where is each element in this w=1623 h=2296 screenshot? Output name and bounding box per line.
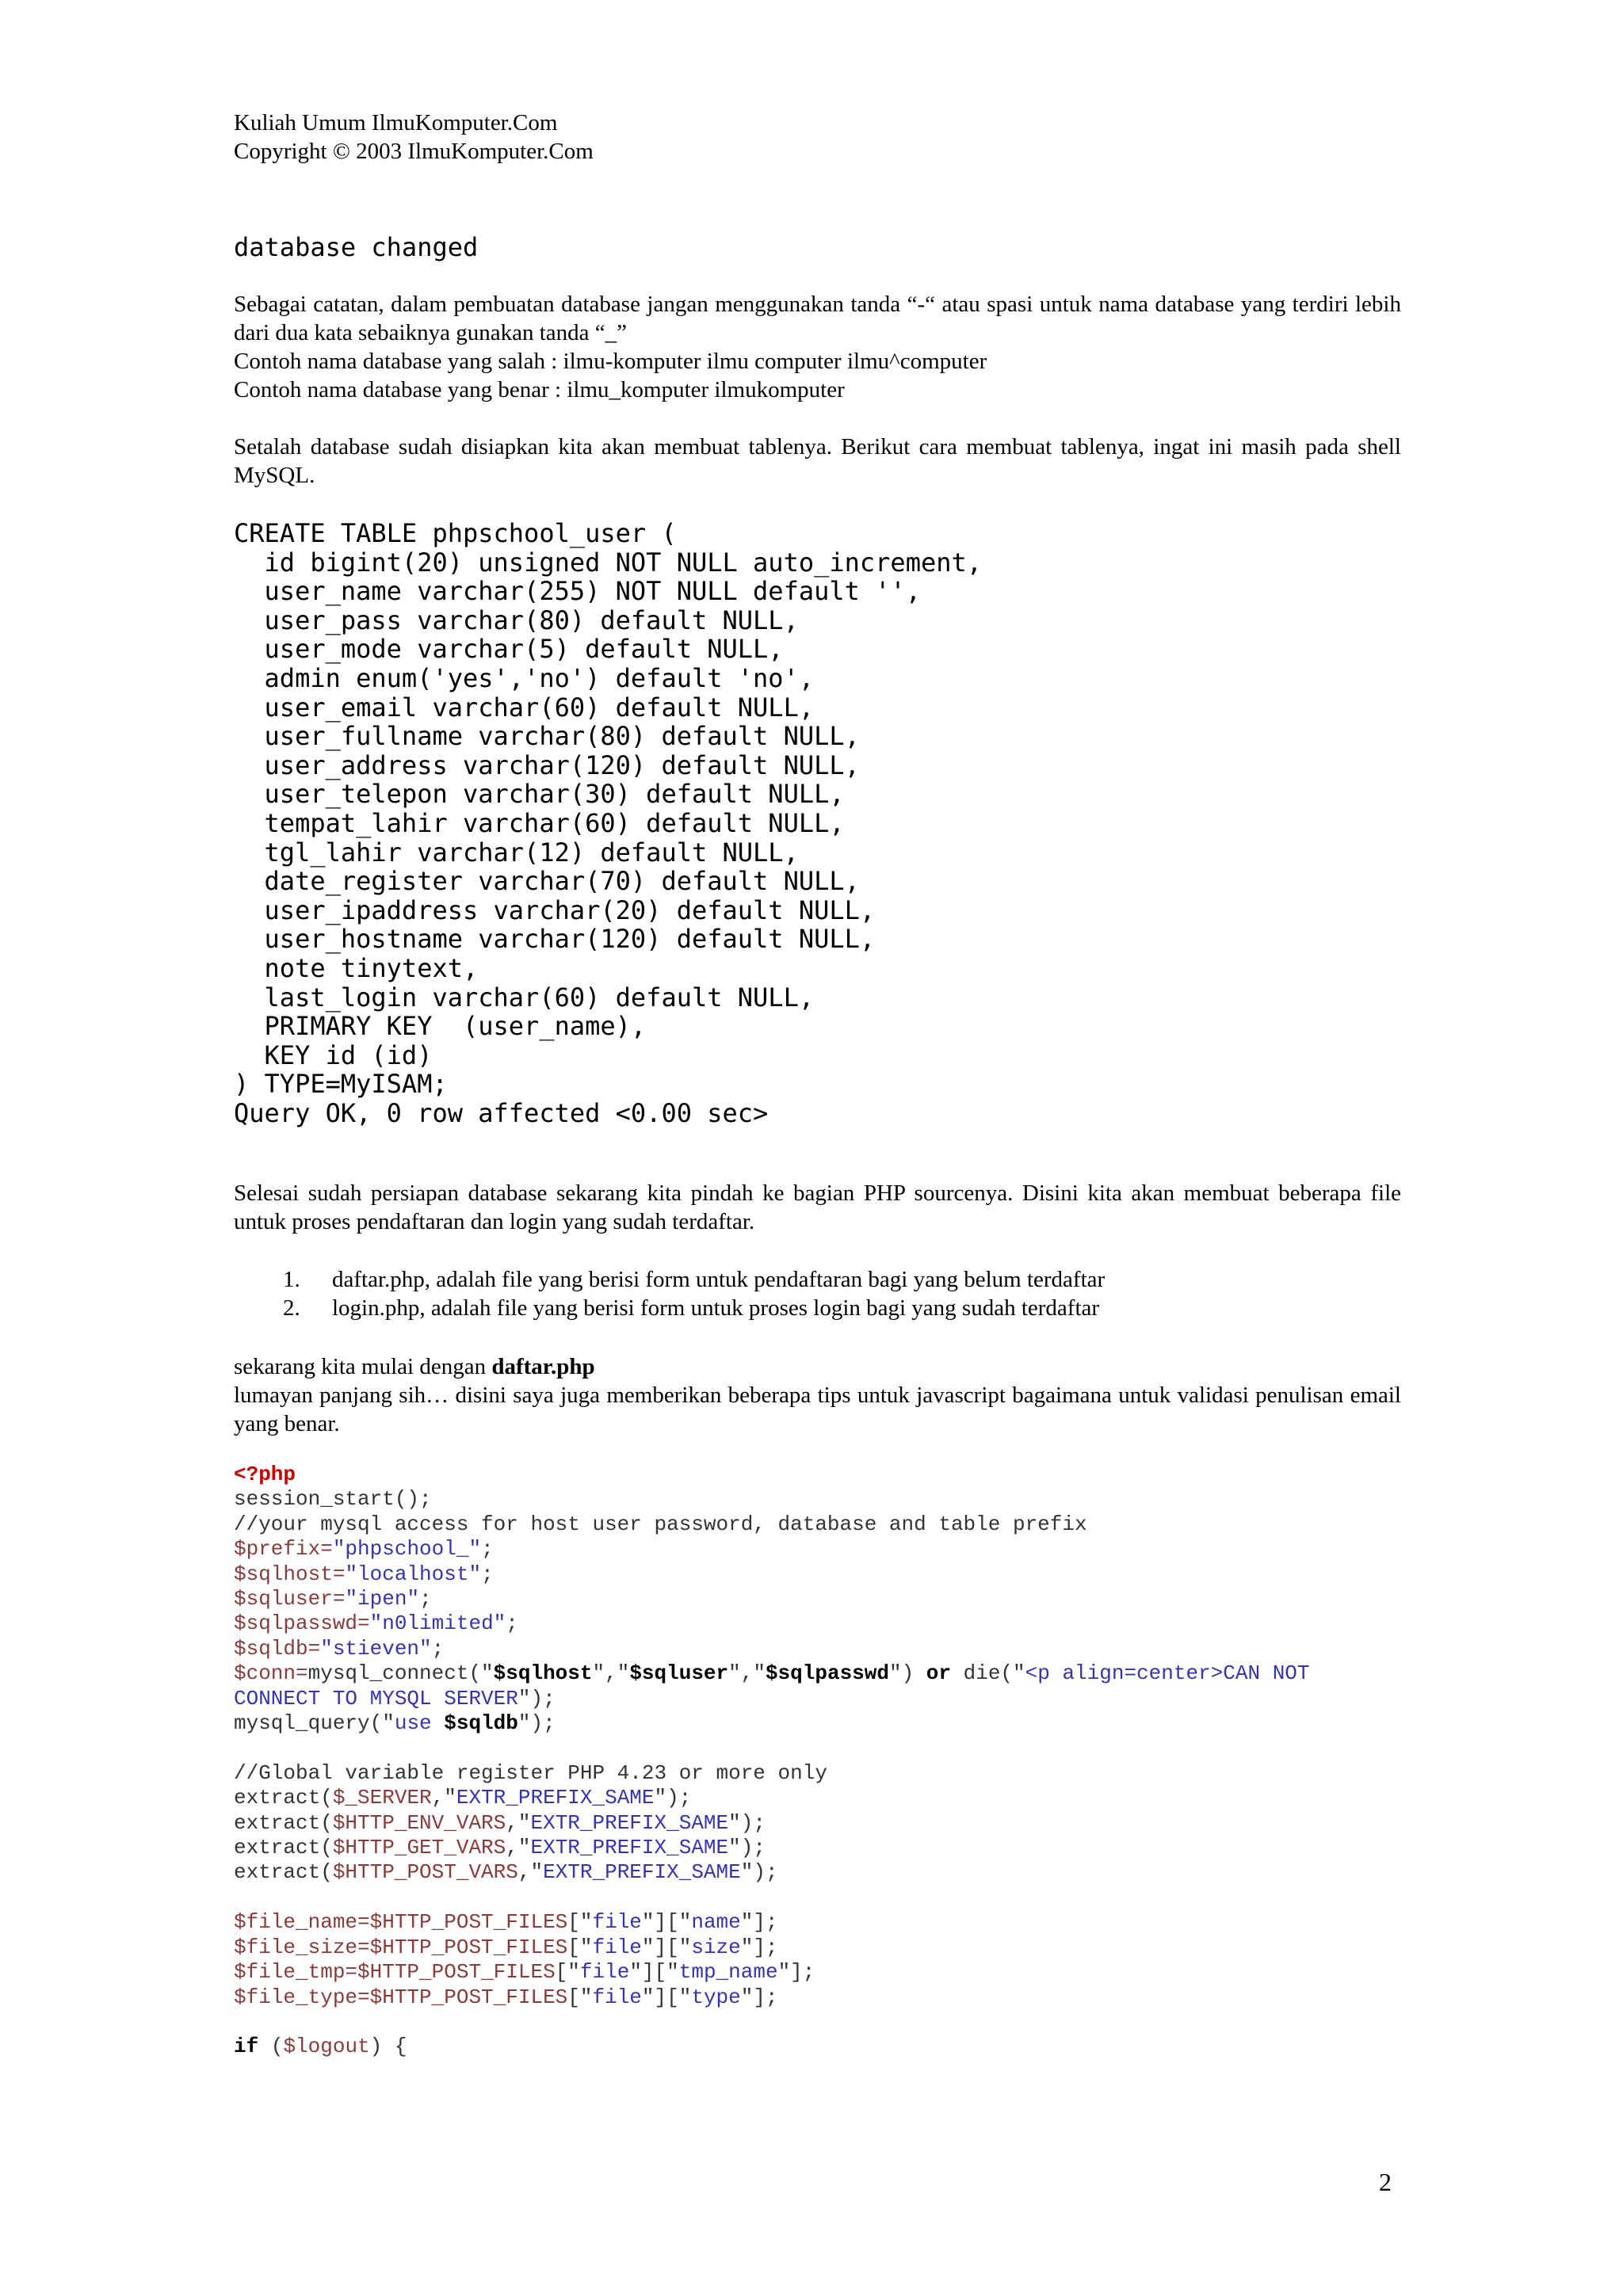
php-code-line: [234, 1811, 1310, 1836]
php-code-token: ,": [506, 1810, 531, 1835]
php-code-token: ;: [431, 1636, 445, 1661]
php-code-token: extract(: [234, 1836, 333, 1860]
php-code-token: session_start();: [234, 1487, 432, 1512]
php-code-token: mysql_query(": [234, 1711, 395, 1736]
php-code-token: (: [258, 2035, 284, 2059]
sql-line: tgl_lahir varchar(12) default NULL,: [234, 837, 799, 868]
sql-line: user_hostname varchar(120) default NULL,: [234, 924, 876, 955]
php-code-token: $sqlpasswd: [765, 1661, 889, 1686]
php-code-line: [234, 1487, 1310, 1512]
sql-line: user_telepon varchar(30) default NULL,: [234, 779, 845, 810]
php-code-token: $logout: [283, 2035, 370, 2059]
php-code-token: $sqldb: [444, 1711, 518, 1736]
sql-line: user_ipaddress varchar(20) default NULL,: [234, 894, 876, 925]
php-code-token: ,": [431, 1786, 456, 1810]
php-code-token: file: [592, 1985, 642, 2009]
php-source-code: [234, 1463, 1310, 2060]
header-line-2: Copyright © 2003 IlmuKomputer.Com: [234, 139, 594, 164]
php-code-token: $sqlhost=: [234, 1562, 346, 1586]
php-code-token: ");: [517, 1711, 556, 1736]
sql-line: user_name varchar(255) NOT NULL default '',: [234, 576, 921, 607]
php-code-token: $HTTP_POST_VARS: [332, 1860, 518, 1885]
php-code-token: "][": [641, 1985, 692, 2009]
database-changed-output: database changed: [234, 232, 479, 262]
php-code-line: [234, 2035, 1310, 2059]
php-code-token: $HTTP_ENV_VARS: [332, 1810, 506, 1835]
php-code-line: [234, 1761, 1310, 1786]
php-code-token: [": [555, 1960, 580, 1985]
sql-line: last_login varchar(60) default NULL,: [234, 982, 815, 1013]
php-code-token: "phpschool_": [332, 1537, 482, 1562]
php-code-token: file: [592, 1910, 642, 1935]
php-code-line: [234, 1786, 1310, 1810]
daftar-intro: [234, 1352, 1401, 1438]
list-item-text: daftar.php, adalah file yang berisi form untuk pendaftaran bagi yang belum terdaftar: [332, 1267, 1106, 1292]
php-code-token: ) {: [369, 2035, 407, 2059]
php-code-token: $HTTP_GET_VARS: [332, 1836, 506, 1860]
php-code-token: $file_size=$HTTP_POST_FILES: [234, 1935, 568, 1959]
php-code-token: $sqluser=: [234, 1587, 346, 1611]
start-line-text: sekarang kita mulai dengan: [234, 1354, 492, 1379]
sql-line: user_address varchar(120) default NULL,: [234, 749, 860, 780]
php-code-token: ,": [517, 1860, 544, 1885]
php-code-token: ");: [740, 1860, 778, 1885]
php-code-token: file: [592, 1935, 642, 1959]
php-code-line: [234, 1936, 1310, 1960]
list-item-number: 2.: [283, 1295, 300, 1321]
php-code-token: type: [691, 1985, 741, 2009]
php-code-token: use: [394, 1711, 445, 1736]
php-code-token: $file_tmp=$HTTP_POST_FILES: [234, 1960, 556, 1985]
php-code-line: [234, 1587, 1310, 1611]
php-code-token: extract(: [234, 1860, 333, 1885]
php-code-token: ");: [728, 1836, 766, 1860]
page-number: 2: [1379, 2168, 1392, 2196]
php-code-token: EXTR_PREFIX_SAME: [456, 1786, 655, 1810]
php-code-token: tmp_name: [678, 1960, 778, 1985]
php-code-token: if: [234, 2035, 259, 2059]
sql-line: note tinytext,: [234, 952, 479, 983]
php-code-token: $sqlpasswd=: [234, 1611, 370, 1636]
php-code-token: "n0limited": [369, 1611, 506, 1636]
php-code-token: "][": [641, 1910, 692, 1935]
php-code-token: ,": [506, 1836, 531, 1860]
php-code-token: "ipen": [345, 1587, 420, 1611]
php-code-token: CONNECT TO MYSQL SERVER: [234, 1686, 518, 1711]
php-code-token: "];: [740, 1935, 778, 1959]
sql-create-table-code: [234, 519, 982, 1127]
sql-line: user_email varchar(60) default NULL,: [234, 692, 815, 723]
php-code-line: [234, 1611, 1310, 1636]
sql-line: user_pass varchar(80) default NULL,: [234, 605, 799, 635]
php-code-token: EXTR_PREFIX_SAME: [543, 1860, 741, 1885]
php-code-line: [234, 1687, 1310, 1711]
php-code-token: ");: [654, 1786, 692, 1810]
sql-line: admin enum('yes','no') default 'no',: [234, 662, 815, 693]
php-code-line: [234, 1661, 1310, 1686]
php-code-line: [234, 1512, 1310, 1537]
php-code-token: ");: [728, 1810, 766, 1835]
php-code-token: $file_name=$HTTP_POST_FILES: [234, 1910, 568, 1935]
php-code-line: [234, 1836, 1310, 1860]
php-code-token: "): [888, 1661, 926, 1686]
php-code-token: <p align=center>CAN NOT: [1025, 1661, 1310, 1686]
php-code-line: [234, 1711, 1310, 1736]
php-code-token: $conn=: [234, 1661, 308, 1686]
php-code-token: "localhost": [345, 1562, 482, 1586]
php-code-line: [234, 1637, 1310, 1661]
right-example: Contoh nama database yang benar : ilmu_komputer ilmukomputer: [234, 377, 845, 402]
php-code-token: die(": [951, 1661, 1025, 1686]
php-code-line: [234, 1736, 1310, 1760]
page-header: [234, 109, 594, 166]
php-code-token: size: [691, 1935, 741, 1959]
list-item-number: 1.: [283, 1267, 300, 1292]
php-code-token: ;: [481, 1562, 494, 1586]
php-code-token: <?php: [234, 1463, 296, 1486]
php-code-token: name: [691, 1910, 741, 1935]
sql-line: Query OK, 0 row affected <0.00 sec>: [234, 1097, 769, 1128]
tips-paragraph: lumayan panjang sih… disini saya juga memberikan beberapa tips untuk javascript bagaimana untuk validasi penulisan email yang benar.: [234, 1383, 1401, 1436]
php-code-token: ");: [517, 1686, 556, 1711]
php-code-token: $_SERVER: [332, 1786, 432, 1810]
php-code-token: mysql_connect(": [307, 1661, 494, 1686]
php-code-token: "];: [740, 1910, 778, 1935]
php-code-token: EXTR_PREFIX_SAME: [530, 1810, 729, 1835]
php-code-token: $prefix=: [234, 1537, 333, 1562]
sql-line: user_mode varchar(5) default NULL,: [234, 634, 784, 665]
php-code-token: $file_type=$HTTP_POST_FILES: [234, 1985, 568, 2009]
sql-line: tempat_lahir varchar(60) default NULL,: [234, 807, 845, 838]
list-item-text: login.php, adalah file yang berisi form untuk proses login bagi yang sudah terdaftar: [332, 1295, 1100, 1321]
start-line: [234, 1352, 1401, 1381]
php-code-token: file: [579, 1960, 630, 1985]
sql-line: user_fullname varchar(80) default NULL,: [234, 721, 860, 752]
naming-note-paragraph: Sebagai catatan, dalam pembuatan database jangan menggunakan tanda “-“ atau spasi untuk nama database yang terdiri lebih dari dua kata sebaiknya gunakan tanda “_”: [234, 292, 1401, 345]
php-code-token: //Global variable register PHP 4.23 or more only: [234, 1760, 827, 1785]
php-code-token: extract(: [234, 1786, 333, 1810]
php-code-token: [": [567, 1910, 593, 1935]
sql-line: CREATE TABLE phpschool_user (: [234, 518, 677, 548]
sql-line: PRIMARY KEY (user_name),: [234, 1011, 647, 1042]
php-code-token: ;: [506, 1611, 518, 1636]
php-code-token: $sqluser: [629, 1661, 729, 1686]
sql-line: id bigint(20) unsigned NOT NULL auto_increment,: [234, 547, 983, 578]
table-intro-paragraph: Setalah database sudah disiapkan kita akan membuat tablenya. Berikut cara membuat tablenya, ingat ini masih pada shell MySQL.: [234, 434, 1401, 488]
naming-note: [234, 290, 1401, 404]
daftar-filename: daftar.php: [491, 1354, 595, 1379]
sql-line: ) TYPE=MyISAM;: [234, 1069, 448, 1100]
php-code-token: "][": [641, 1935, 692, 1959]
php-code-token: "];: [740, 1985, 778, 2009]
php-code-token: [": [567, 1935, 593, 1959]
php-intro-paragraph: Selesai sudah persiapan database sekarang kita pindah ke bagian PHP sourcenya. Disini kita akan membuat beberapa file untuk proses pendaftaran dan login yang sudah terdaftar.: [234, 1180, 1401, 1234]
php-code-line: [234, 1960, 1310, 1985]
php-code-token: //your mysql access for host user password, database and table prefix: [234, 1512, 1087, 1536]
php-code-token: ",": [728, 1661, 766, 1686]
php-code-token: or: [926, 1661, 952, 1686]
php-code-token: ;: [419, 1587, 432, 1611]
sql-line: date_register varchar(70) default NULL,: [234, 866, 860, 897]
php-code-line: [234, 1985, 1310, 2010]
header-line-1: Kuliah Umum IlmuKomputer.Com: [234, 110, 558, 135]
php-code-token: ;: [481, 1537, 494, 1562]
php-code-token: ",": [592, 1661, 630, 1686]
php-code-token: [": [567, 1985, 593, 2009]
wrong-example: Contoh nama database yang salah : ilmu-komputer ilmu computer ilmu^computer: [234, 349, 987, 374]
php-code-line: [234, 1562, 1310, 1587]
sql-line: KEY id (id): [234, 1039, 433, 1070]
php-code-line: [234, 1910, 1310, 1935]
php-code-token: $sqldb=: [234, 1636, 321, 1661]
php-code-line: [234, 1463, 1310, 1487]
php-code-token: $sqlhost: [493, 1661, 593, 1686]
php-code-token: extract(: [234, 1810, 333, 1835]
php-code-line: [234, 1537, 1310, 1562]
php-code-token: "];: [777, 1960, 815, 1985]
php-code-token: "][": [629, 1960, 679, 1985]
php-code-line: [234, 1886, 1310, 1910]
php-code-token: EXTR_PREFIX_SAME: [530, 1836, 729, 1860]
php-code-line: [234, 1860, 1310, 1885]
php-code-token: "stieven": [320, 1636, 432, 1661]
php-code-line: [234, 2010, 1310, 2035]
